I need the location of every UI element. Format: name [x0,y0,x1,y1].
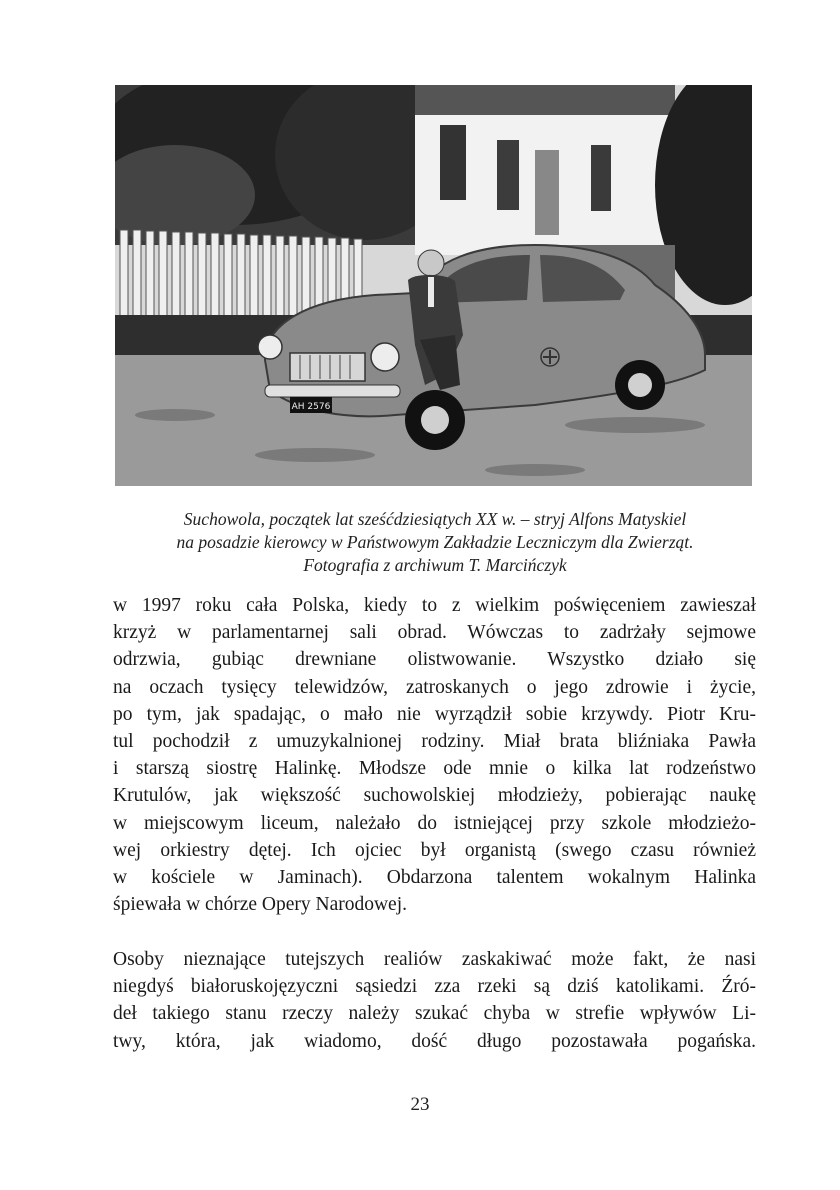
text-line: w 1997 roku cała Polska, kiedy to z wielkim poświęceniem zawieszał [113,595,756,616]
text-line: wej orkiestry dętej. Ich ojciec był organistą (swego czasu również [113,839,756,861]
text-line: po tym, jak spadając, o mało nie wyrządził sobie krzywdy. Piotr Kru- [113,703,756,725]
text-line: deł takiego stanu rzeczy należy szukać chyba w strefie wpływów Li- [113,1003,756,1025]
photo-caption [112,508,758,577]
car-photo-illustration [115,85,752,486]
page-number: 23 [410,1094,430,1115]
paragraph-2 [113,946,756,1055]
text-line: odrzwia, gubiąc drewniane olistwowanie. Wszystko działo się [113,649,756,671]
text-line: Osoby nieznające tutejszych realiów zaskakiwać może fakt, że nasi [113,949,756,970]
text-line: krzyż w parlamentarnej sali obrad. Wówczas to zadrżały sejmowe [113,622,756,644]
text-line: w miejscowym liceum, należało do istniejącej przy szkole młodzieżo- [113,812,756,834]
caption-line: Suchowola, początek lat sześćdziesiątych XX w. – stryj Alfons Matyskiel [183,509,687,529]
caption-line: Fotografia z archiwum T. Marcińczyk [303,555,567,575]
caption-line: na posadzie kierowcy w Państwowym Zakładzie Leczniczym dla Zwierząt. [176,532,694,552]
text-line: w kościele w Jaminach). Obdarzona talentem wokalnym Halinka [113,866,756,888]
archival-photograph [115,85,752,486]
svg-text:AH 2576: AH 2576 [291,402,331,412]
text-line: Krutulów, jak większość suchowolskiej młodzieży, pobierając naukę [113,785,756,807]
text-line: niegdyś białoruskojęzyczni sąsiedzi zza rzeki są dziś katolikami. Źró- [113,976,756,998]
text-line: i starszą siostrę Halinkę. Młodsze ode mnie o kilka lat rodzeństwo [113,758,756,780]
text-line: tul pochodził z umuzykalnionej rodziny. Miał brata bliźniaka Pawła [113,730,756,752]
text-line: śpiewała w chórze Opery Narodowej. [113,894,408,916]
text-line: na oczach tysięcy telewidzów, zatroskanych o jego zdrowie i życie, [113,676,756,698]
paragraph-1 [113,592,756,918]
text-line: twy, która, jak wiadomo, dość długo pozostawała pogańska. [113,1030,756,1052]
